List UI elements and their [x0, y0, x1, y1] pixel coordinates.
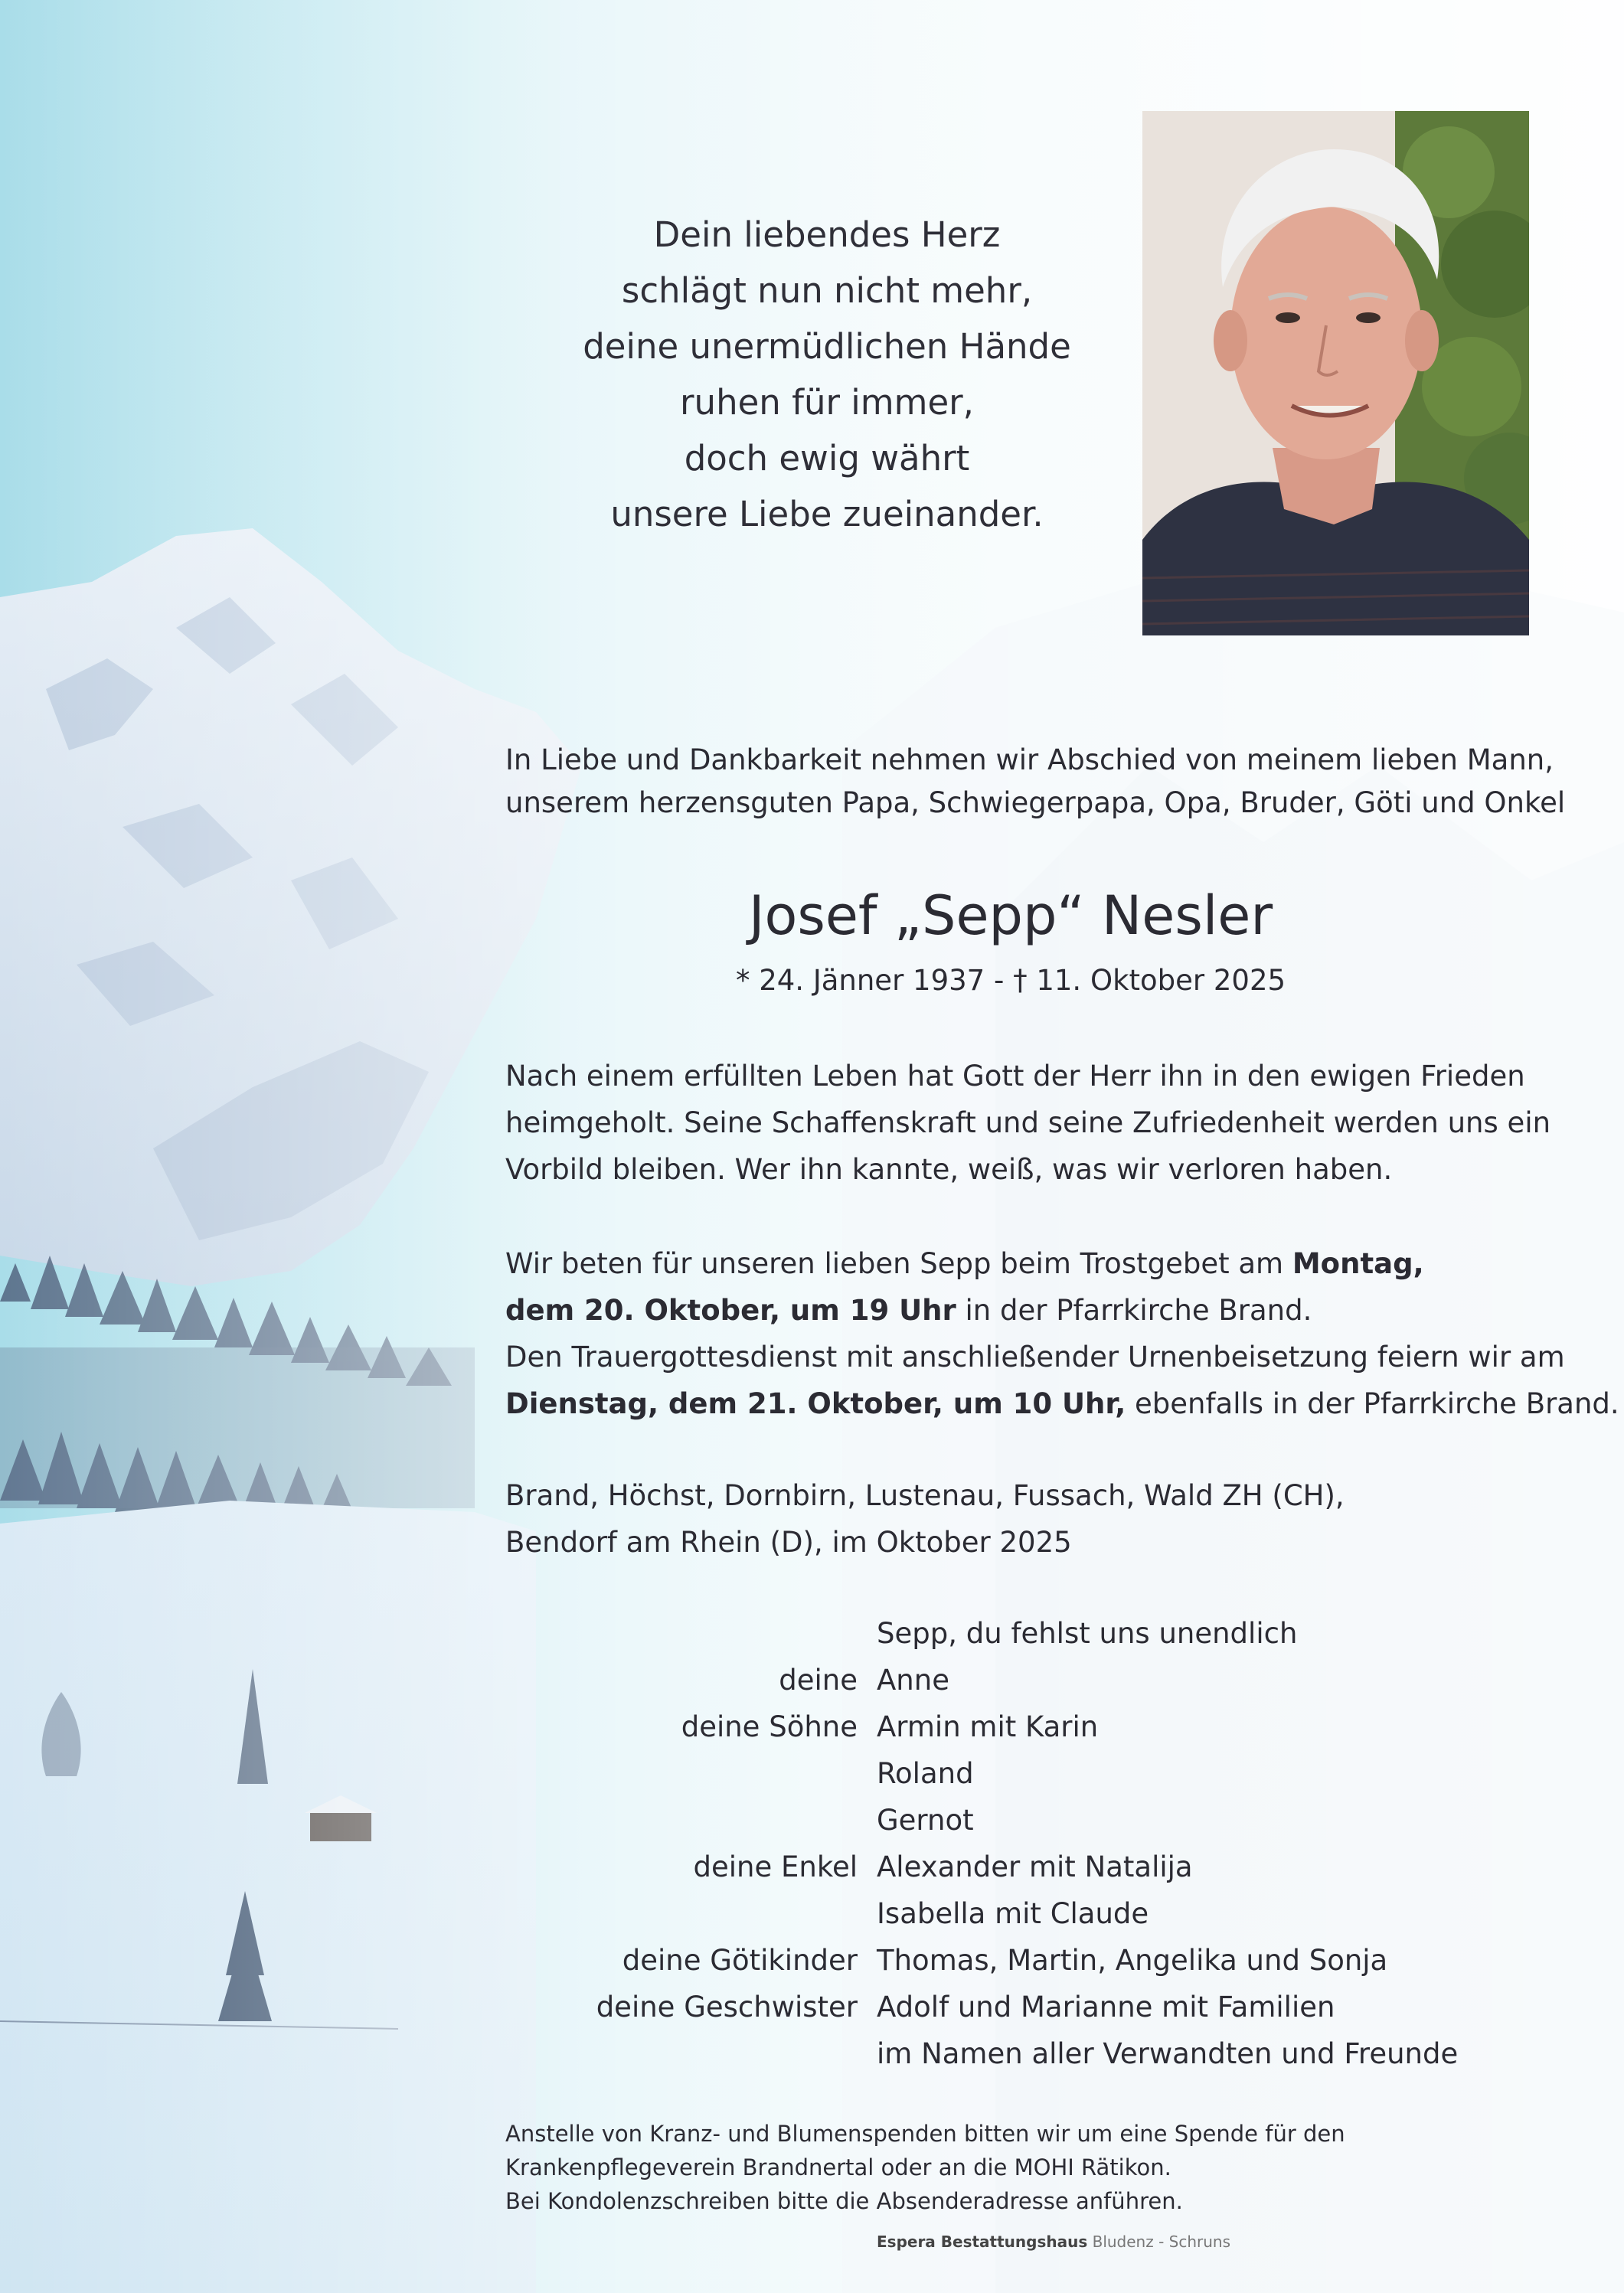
service-text: Wir beten für unseren lieben Sepp beim Trostgebet am	[505, 1247, 1292, 1280]
funeral-date-time: Dienstag, dem 21. Oktober, um 10 Uhr,	[505, 1387, 1126, 1420]
deceased-name: Josef „Sepp“ Nesler	[748, 884, 1273, 947]
service-line-1	[505, 1240, 1593, 1287]
note-line: Bei Kondolenzschreiben bitte die Absenderadresse anführen.	[505, 2188, 1183, 2214]
funeral-home-location: Bludenz - Schruns	[1087, 2233, 1231, 2251]
tribute-line: Nach einem erfüllten Leben hat Gott der Herr ihn in den ewigen Frieden	[505, 1060, 1525, 1093]
family-row	[505, 1844, 1593, 1890]
family-relation	[505, 1797, 877, 1844]
family-names: Anne	[877, 1664, 949, 1697]
family-names: Adolf und Marianne mit Familien	[877, 1991, 1335, 2024]
places-line: Bendorf am Rhein (D), im Oktober 2025	[505, 1526, 1072, 1559]
intro-line: unserem herzensguten Papa, Schwiegerpapa, Opa, Bruder, Göti und Onkel	[505, 786, 1566, 819]
funeral-home-name: Espera Bestattungshaus	[877, 2233, 1088, 2251]
service-day: Montag,	[1292, 1247, 1424, 1280]
family-relation	[505, 1610, 877, 1657]
intro-line: In Liebe und Dankbarkeit nehmen wir Abschied von meinem lieben Mann,	[505, 743, 1554, 776]
funeral-home-credit	[877, 2233, 1230, 2251]
donation-note	[505, 2117, 1593, 2218]
poem-line: unsere Liebe zueinander.	[610, 494, 1044, 534]
service-date-time: dem 20. Oktober, um 19 Uhr	[505, 1294, 956, 1327]
tribute-line: heimgeholt. Seine Schaffenskraft und seine Zufriedenheit werden uns ein	[505, 1106, 1551, 1139]
life-dates: * 24. Jänner 1937 - † 11. Oktober 2025	[735, 964, 1286, 997]
family-names: Armin mit Karin	[877, 1710, 1099, 1743]
poem-line: deine unermüdlichen Hände	[583, 326, 1071, 367]
family-relation: deine Enkel	[693, 1850, 858, 1883]
family-row	[505, 1890, 1593, 1937]
family-names: Roland	[877, 1757, 974, 1790]
service-line-4	[505, 1380, 1619, 1427]
family-row	[505, 1657, 1593, 1703]
family-relation: deine Söhne	[681, 1710, 858, 1743]
family-row	[505, 1703, 1593, 1750]
tribute-paragraph	[505, 1053, 1593, 1193]
family-relation	[505, 1890, 877, 1937]
family-names: Thomas, Martin, Angelika und Sonja	[877, 1944, 1388, 1977]
family-relation	[505, 2030, 877, 2077]
family-row	[505, 1984, 1593, 2030]
poem-line: ruhen für immer,	[680, 382, 974, 423]
service-line-2	[505, 1287, 1593, 1334]
family-relation: deine Götikinder	[622, 1944, 858, 1977]
service-location: in der Pfarrkirche Brand.	[956, 1294, 1312, 1327]
funeral-location: ebenfalls in der Pfarrkirche Brand.	[1126, 1387, 1619, 1420]
family-relation: deine Geschwister	[596, 1991, 858, 2024]
family-relation: deine	[779, 1664, 858, 1697]
family-relation	[505, 1750, 877, 1797]
family-names: Gernot	[877, 1804, 974, 1837]
places-line: Brand, Höchst, Dornbirn, Lustenau, Fussach, Wald ZH (CH),	[505, 1479, 1345, 1512]
intro-text	[505, 739, 1593, 825]
poem-line: Dein liebendes Herz	[653, 214, 1001, 255]
family-row	[505, 1797, 1593, 1844]
places-and-date	[505, 1472, 1593, 1566]
family-names: Alexander mit Natalija	[877, 1850, 1193, 1883]
family-list	[505, 1610, 1593, 2077]
family-names: Sepp, du fehlst uns unendlich	[877, 1617, 1298, 1650]
family-names: im Namen aller Verwandten und Freunde	[877, 2037, 1459, 2070]
portrait-photo	[1142, 111, 1529, 635]
note-line: Anstelle von Kranz- und Blumenspenden bitten wir um eine Spende für den	[505, 2121, 1345, 2147]
family-row	[505, 1610, 1593, 1657]
service-line-3: Den Trauergottesdienst mit anschließender Urnenbeisetzung feiern wir am	[505, 1341, 1565, 1374]
service-info	[505, 1240, 1619, 1427]
poem-line: doch ewig währt	[684, 438, 970, 479]
family-row	[505, 1750, 1593, 1797]
tribute-line: Vorbild bleiben. Wer ihn kannte, weiß, was wir verloren haben.	[505, 1153, 1393, 1186]
family-row	[505, 1937, 1593, 1984]
portrait-image	[1142, 111, 1529, 635]
family-row	[505, 2030, 1593, 2077]
poem	[521, 207, 1133, 542]
note-line: Krankenpflegeverein Brandnertal oder an die MOHI Rätikon.	[505, 2154, 1171, 2180]
family-names: Isabella mit Claude	[877, 1897, 1149, 1930]
poem-line: schlägt nun nicht mehr,	[621, 270, 1033, 311]
